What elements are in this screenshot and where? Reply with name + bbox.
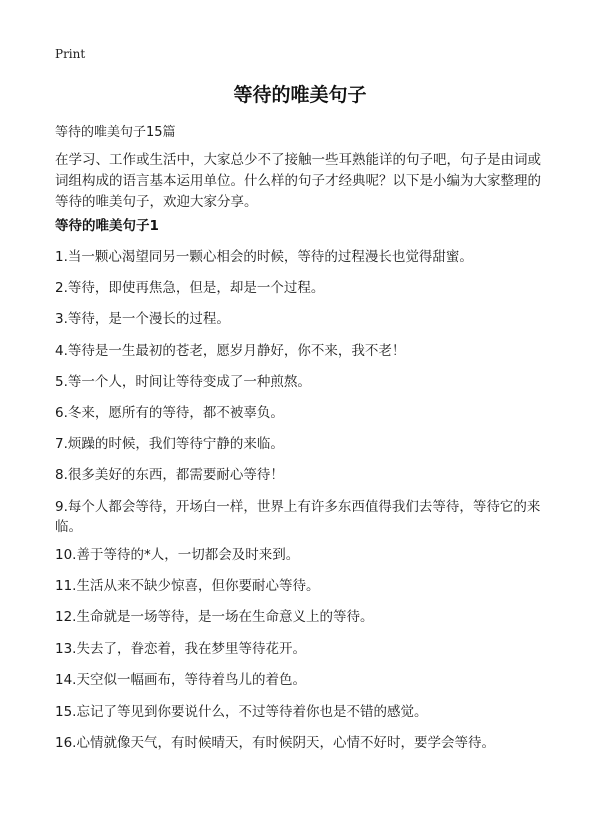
intro-paragraph: 在学习、工作或生活中，大家总少不了接触一些耳熟能详的句子吧，句子是由词或词组构成的语言基本运用单位。什么样的句子才经典呢？以下是小编为大家整理的等待的唯美句子，欢迎大家分享。: [55, 152, 541, 210]
page-title: 等待的唯美句子: [233, 84, 367, 106]
list-item: 11.生活从来不缺少惊喜，但你要耐心等待。: [55, 578, 320, 594]
subtitle: 等待的唯美句子15篇: [55, 125, 176, 140]
list-item: 16.心情就像天气，有时候晴天，有时候阴天，心情不好时，要学会等待。: [55, 735, 495, 751]
list-item: 6.冬来，愿所有的等待，都不被辜负。: [55, 405, 284, 421]
list-item: 8.很多美好的东西，都需要耐心等待！: [55, 467, 284, 483]
list-item: 5.等一个人，时间让等待变成了一种煎熬。: [55, 374, 311, 390]
list-item: 14.天空似一幅画布，等待着鸟儿的着色。: [55, 672, 306, 688]
list-item: 15.忘记了等见到你要说什么，不过等待着你也是不错的感觉。: [55, 704, 428, 720]
list-item: 4.等待是一生最初的苍老，愿岁月静好，你不来，我不老！: [55, 343, 406, 359]
list-item: 13.失去了，眷恋着，我在梦里等待花开。: [55, 641, 306, 657]
list-item: 12.生命就是一场等待，是一场在生命意义上的等待。: [55, 609, 374, 625]
list-item: 10.善于等待的*人，一切都会及时来到。: [55, 547, 300, 563]
list-item: 3.等待，是一个漫长的过程。: [55, 311, 230, 327]
list-item: 2.等待，即使再焦急，但是，却是一个过程。: [55, 280, 325, 296]
print-label[interactable]: Print: [55, 47, 86, 61]
section-heading: 等待的唯美句子1: [55, 218, 159, 234]
list-item: 7.烦躁的时候，我们等待宁静的来临。: [55, 436, 284, 452]
list-item: 1.当一颗心渴望同另一颗心相会的时候，等待的过程漫长也觉得甜蜜。: [55, 249, 473, 265]
list-item: 9.每个人都会等待，开场白一样，世界上有许多东西值得我们去等待，等待它的来临。: [55, 499, 541, 535]
